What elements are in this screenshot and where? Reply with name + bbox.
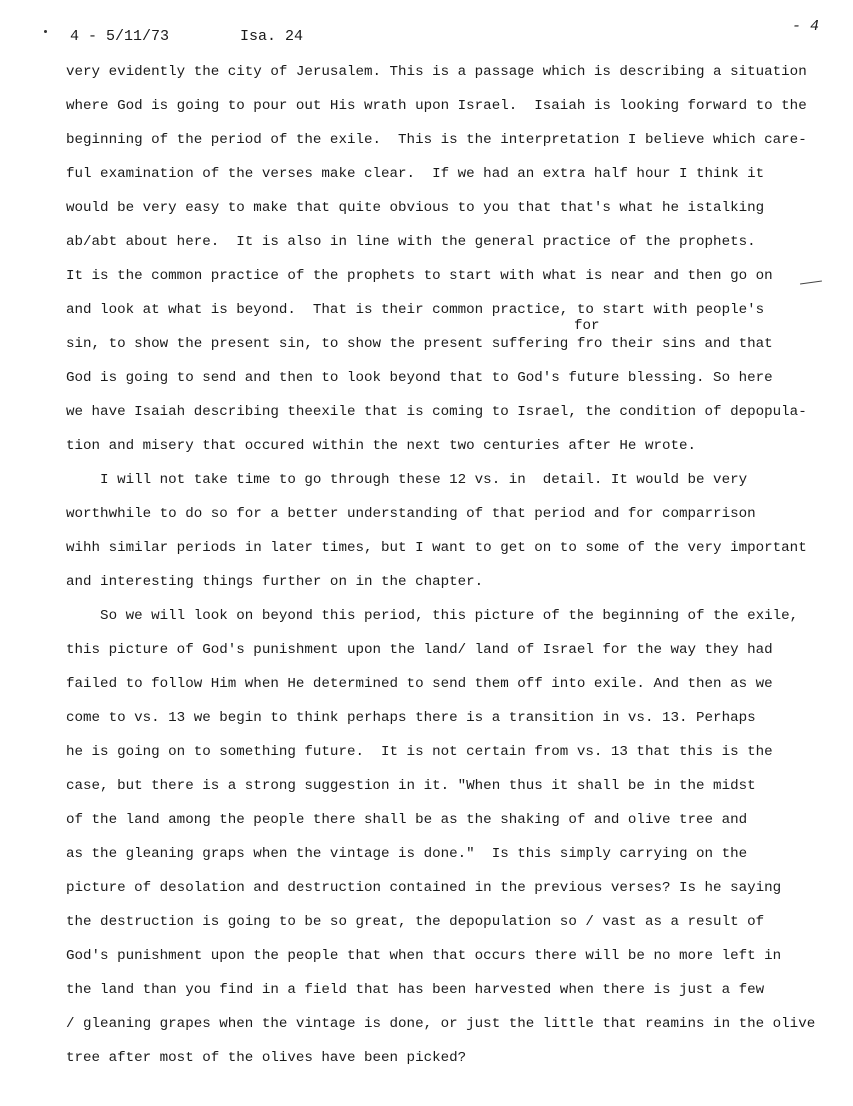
text-line: this picture of God's punishment upon the land/ land of Israel for the way they had (66, 642, 773, 658)
text-line: worthwhile to do so for a better understanding of that period and for comparrison (66, 506, 756, 522)
text-line: as the gleaning graps when the vintage is done." Is this simply carrying on the (66, 846, 748, 862)
text-line: / gleaning grapes when the vintage is done, or just the little that reamins in the olive (66, 1016, 816, 1032)
margin-dot (44, 30, 47, 33)
header-reference: Isa. 24 (240, 28, 304, 45)
text-line: come to vs. 13 we begin to think perhaps there is a transition in vs. 13. Perhaps (66, 710, 756, 726)
text-line: where God is going to pour out His wrath upon Israel. Isaiah is looking forward to the (66, 98, 807, 114)
text-line: So we will look on beyond this period, this picture of the beginning of the exile, (66, 608, 799, 624)
text-line: the land than you find in a field that has been harvested when there is just a few (66, 982, 765, 998)
text-line: God is going to send and then to look beyond that to God's future blessing. So here (66, 370, 773, 386)
text-line: tree after most of the olives have been picked? (66, 1050, 467, 1066)
text-line: I will not take time to go through these 12 vs. in detail. It would be very (66, 472, 748, 488)
text-line: and interesting things further on in the chapter. (66, 574, 484, 590)
page-number-mark: - 4 (792, 18, 820, 35)
text-line: would be very easy to make that quite obvious to you that that's what he istalking (66, 200, 765, 216)
text-line: It is the common practice of the prophets to start with what is near and then go on (66, 268, 773, 284)
text-line: very evidently the city of Jerusalem. This is a passage which is describing a situation (66, 64, 807, 80)
text-line: picture of desolation and destruction contained in the previous verses? Is he saying (66, 880, 782, 896)
text-line: the destruction is going to be so great, the depopulation so / vast as a result of (66, 914, 765, 930)
text-line: ful examination of the verses make clear. If we had an extra half hour I think it (66, 166, 765, 182)
text-line: God's punishment upon the people that when that occurs there will be no more left in (66, 948, 782, 964)
interlinear-insert: for (574, 318, 600, 334)
text-line: sin, to show the present sin, to show the present suffering fro their sins and that (66, 336, 773, 352)
text-line: tion and misery that occured within the next two centuries after He wrote. (66, 438, 697, 454)
text-line: of the land among the people there shall be as the shaking of and olive tree and (66, 812, 748, 828)
text-line: beginning of the period of the exile. This is the interpretation I believe which care- (66, 132, 807, 148)
text-line: and look at what is beyond. That is their common practice, to start with people's (66, 302, 765, 318)
text-line: failed to follow Him when He determined to send them off into exile. And then as we (66, 676, 773, 692)
text-line: we have Isaiah describing theexile that is coming to Israel, the condition of depopula- (66, 404, 807, 420)
text-line: wihh similar periods in later times, but I want to get on to some of the very important (66, 540, 807, 556)
text-line: case, but there is a strong suggestion in it. "When thus it shall be in the midst (66, 778, 756, 794)
margin-pen-mark (800, 280, 822, 284)
text-line: he is going on to something future. It is not certain from vs. 13 that this is the (66, 744, 773, 760)
header-date: 4 - 5/11/73 (70, 28, 170, 45)
text-line: ab/abt about here. It is also in line with the general practice of the prophets. (66, 234, 756, 250)
